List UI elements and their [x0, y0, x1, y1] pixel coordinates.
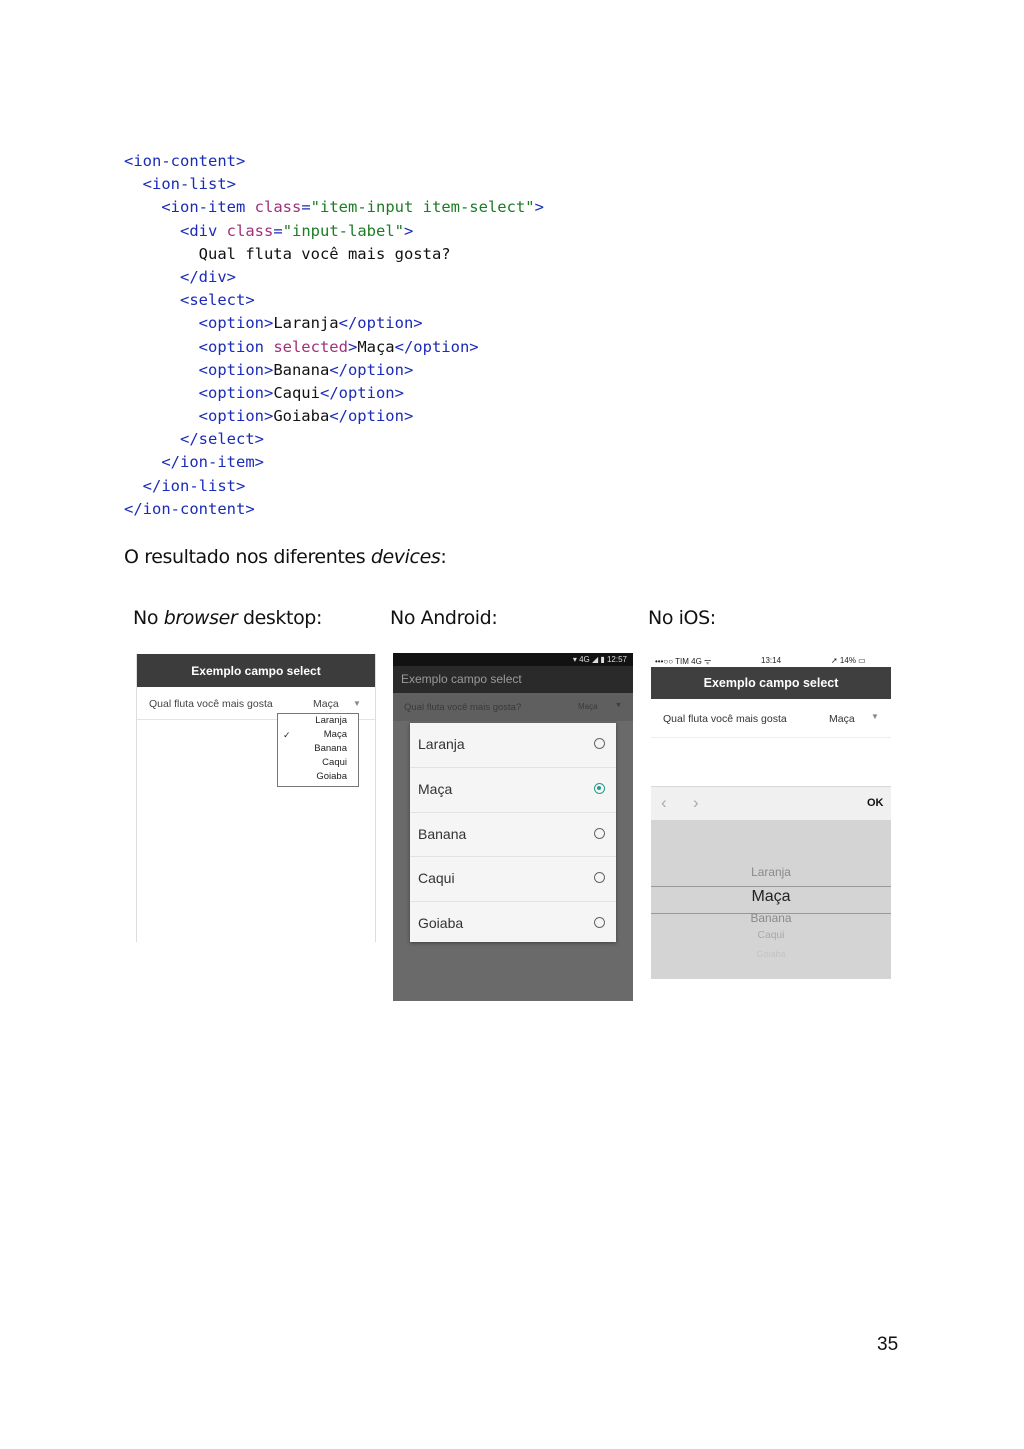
code-line — [124, 475, 544, 498]
code-token: "input-label" — [282, 221, 405, 240]
ios-status-bar — [651, 654, 891, 667]
code-token: Laranja — [273, 314, 339, 333]
android-screenshot — [393, 653, 633, 1001]
code-line — [124, 359, 544, 382]
code-token: class — [226, 221, 274, 240]
code-token: <ion-list> — [142, 175, 236, 194]
android-option-label: Goiaba — [418, 915, 464, 932]
radio-unchecked-icon[interactable] — [594, 872, 605, 883]
code-token: <div — [180, 221, 227, 240]
code-token: = — [273, 221, 283, 240]
android-option[interactable] — [410, 723, 616, 768]
desktop-screenshot — [136, 654, 376, 942]
code-line — [124, 428, 544, 451]
code-line — [124, 498, 544, 521]
ios-screenshot — [651, 654, 891, 979]
ios-picker-option[interactable]: Laranja — [751, 865, 791, 879]
code-token: Qual fluta você mais gosta? — [198, 244, 451, 263]
android-caption: No Android: — [390, 607, 498, 629]
ios-time: 13:14 — [761, 656, 782, 665]
code-line — [124, 312, 544, 335]
code-token: </div> — [180, 267, 236, 286]
ios-picker-option[interactable]: Goiaba — [756, 949, 786, 959]
ios-caption: No iOS: — [648, 607, 716, 629]
ios-battery: ➚ 14% ▭ — [831, 656, 866, 665]
android-option-label: Caqui — [418, 870, 455, 887]
android-select-label: Qual fluta você mais gosta? — [404, 702, 522, 713]
code-line — [124, 173, 544, 196]
code-token: <option> — [198, 360, 274, 379]
radio-unchecked-icon[interactable] — [594, 738, 605, 749]
checkmark-icon: ✓ — [283, 730, 291, 740]
code-token: > — [534, 198, 544, 217]
android-option-label: Laranja — [418, 736, 465, 752]
ios-select-value[interactable]: Maça — [829, 713, 855, 725]
code-token: </ion-list> — [142, 476, 246, 495]
code-token: Caqui — [273, 383, 320, 402]
android-select-value[interactable]: Maça — [578, 702, 598, 711]
code-token: selected — [273, 337, 348, 356]
android-select-row[interactable] — [393, 693, 633, 721]
code-line — [124, 243, 544, 266]
code-token: Maça — [357, 337, 395, 356]
code-listing — [124, 150, 544, 521]
ios-picker-option[interactable]: Banana — [750, 911, 792, 925]
code-line — [124, 451, 544, 474]
code-token: Banana — [273, 360, 330, 379]
desktop-option[interactable] — [278, 714, 358, 728]
android-option[interactable] — [410, 768, 616, 813]
desktop-option[interactable] — [278, 770, 358, 784]
desktop-option-label: Caqui — [322, 757, 347, 768]
ios-picker-option[interactable]: Maça — [751, 888, 791, 905]
desktop-option-label: Goiaba — [316, 771, 347, 782]
code-token: <option — [198, 337, 274, 356]
desktop-option[interactable] — [278, 728, 358, 742]
android-option-label: Maça — [418, 780, 453, 797]
ios-carrier: •••○○ TIM 4G ᯤ — [655, 657, 712, 666]
code-token: </ion-item> — [161, 453, 264, 472]
android-option[interactable] — [410, 857, 616, 902]
ios-picker-wheel[interactable] — [651, 820, 891, 979]
chevron-down-icon[interactable]: ▼ — [871, 712, 879, 721]
code-token: class — [254, 198, 302, 217]
chevron-down-icon[interactable]: ▼ — [615, 702, 622, 709]
code-token: <ion-item — [161, 198, 255, 217]
code-token: </option> — [329, 407, 414, 426]
desktop-option-label: Maça — [323, 729, 347, 740]
code-line — [124, 196, 544, 219]
code-line — [124, 266, 544, 289]
desktop-caption: No browser desktop: — [133, 607, 322, 629]
radio-checked-icon[interactable] — [594, 783, 605, 794]
code-token: </option> — [338, 314, 423, 333]
chevron-down-icon[interactable]: ▼ — [353, 699, 361, 708]
code-token: <option> — [198, 407, 274, 426]
ios-ok-button[interactable]: OK — [867, 797, 884, 809]
chevron-left-icon[interactable]: ‹ — [661, 793, 667, 812]
ios-select-row[interactable] — [651, 699, 891, 738]
code-token: <select> — [180, 291, 255, 310]
code-token: <option> — [198, 383, 274, 402]
code-token: <option> — [198, 314, 274, 333]
desktop-select-value[interactable]: Maça — [313, 698, 339, 710]
android-option-label: Banana — [418, 825, 467, 842]
desktop-select-label: Qual fluta você mais gosta — [149, 698, 273, 710]
code-token: "item-input item-select" — [310, 198, 535, 217]
code-token: </option> — [394, 337, 479, 356]
code-line — [124, 289, 544, 312]
ios-select-label: Qual fluta você mais gosta — [663, 713, 787, 725]
desktop-header-bar: Exemplo campo select — [137, 654, 375, 687]
code-line — [124, 150, 544, 173]
android-header-bar: Exemplo campo select — [393, 666, 633, 693]
code-token: </ion-content> — [124, 499, 255, 518]
desktop-option[interactable] — [278, 756, 358, 770]
android-option[interactable] — [410, 902, 616, 946]
page-number: 35 — [877, 1334, 899, 1355]
desktop-dropdown-list[interactable] — [277, 713, 359, 787]
code-token: <ion-content> — [124, 152, 246, 170]
ios-header-bar: Exemplo campo select — [651, 667, 891, 699]
chevron-right-icon[interactable]: › — [693, 793, 699, 812]
code-token: = — [301, 198, 311, 217]
code-token: </option> — [319, 383, 404, 402]
code-line — [124, 220, 544, 243]
radio-unchecked-icon[interactable] — [594, 828, 605, 839]
code-token: > — [404, 221, 414, 240]
code-token: > — [347, 337, 358, 356]
ios-picker-toolbar — [651, 786, 891, 821]
desktop-option[interactable] — [278, 742, 358, 756]
android-option[interactable] — [410, 813, 616, 858]
code-token: Goiaba — [273, 407, 330, 426]
android-status-bar: ▾ 4G ◢ ▮ 12:57 — [393, 653, 633, 666]
code-line — [124, 336, 544, 359]
code-line — [124, 405, 544, 428]
android-options-dialog — [410, 723, 616, 942]
radio-unchecked-icon[interactable] — [594, 917, 605, 928]
desktop-option-label: Banana — [314, 743, 347, 754]
code-token: </select> — [180, 430, 264, 449]
result-caption: O resultado nos diferentes devices: — [124, 546, 447, 568]
desktop-option-label: Laranja — [315, 715, 347, 726]
code-line — [124, 382, 544, 405]
code-token: </option> — [329, 360, 414, 379]
ios-picker-option[interactable]: Caqui — [757, 930, 785, 941]
